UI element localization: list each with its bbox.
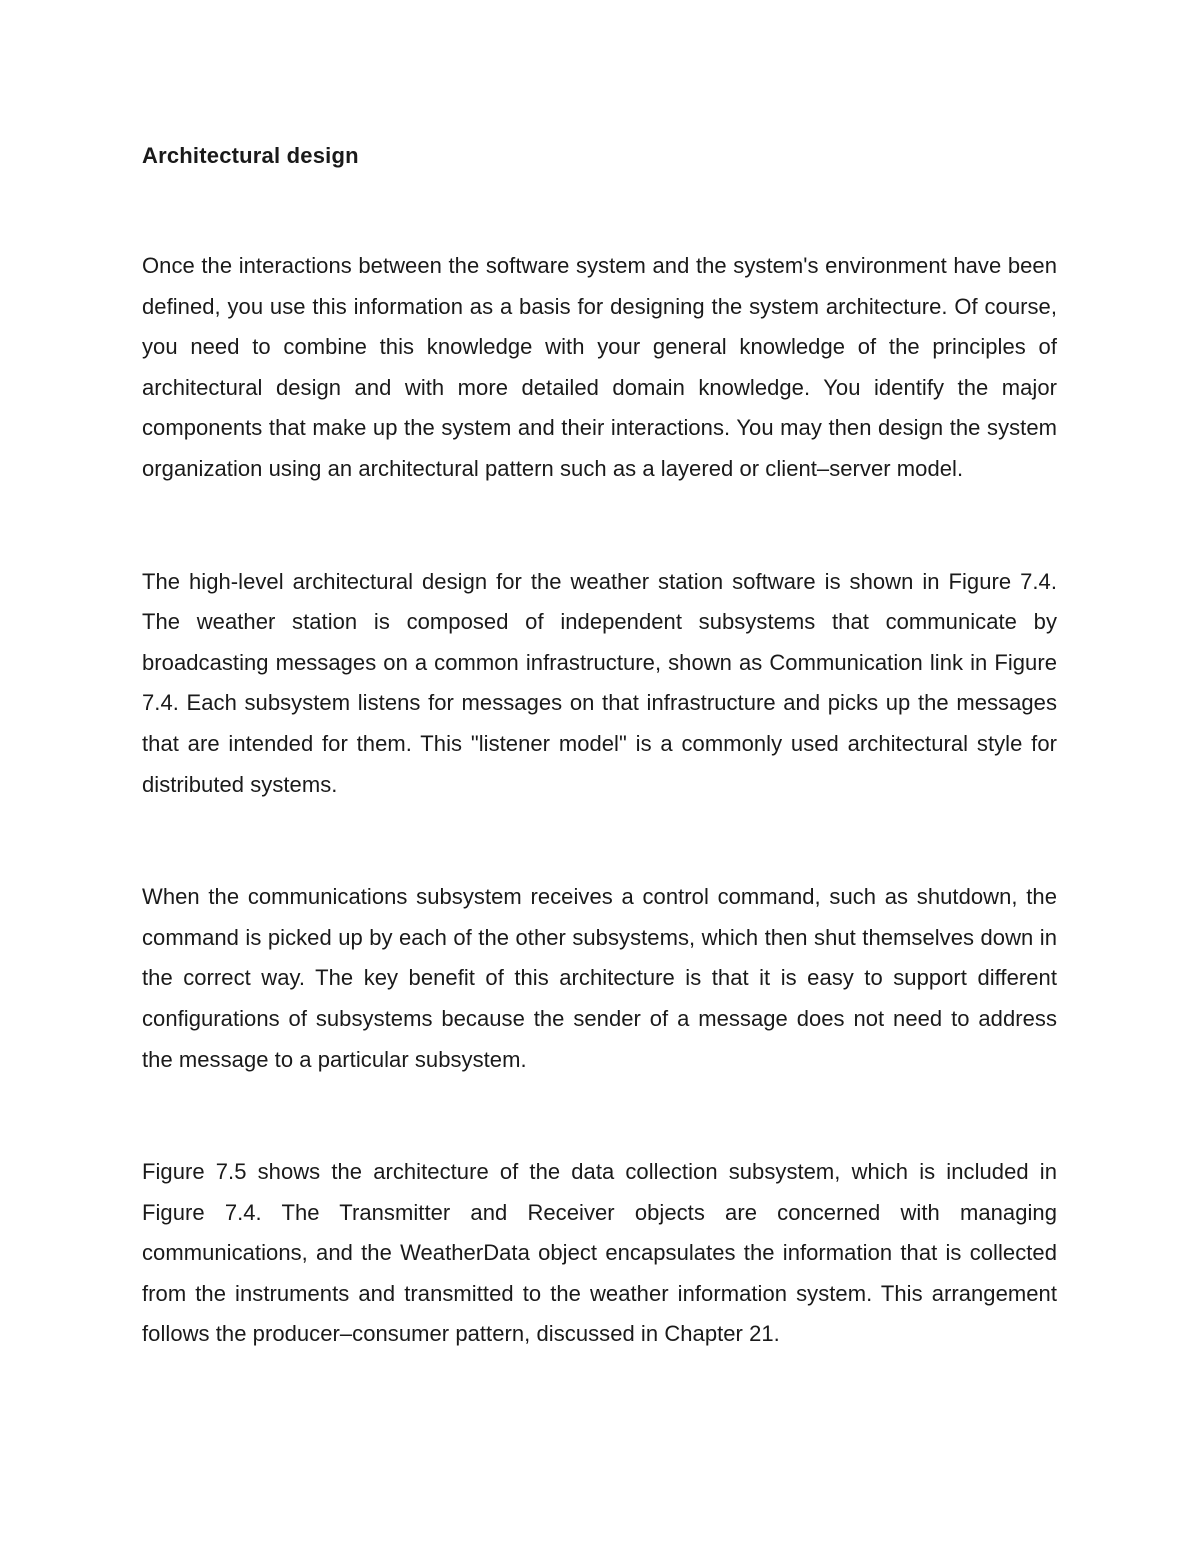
paragraph-high-level-design: The high-level architectural design for the weather station software is shown in Figure 7.4. The weather station is composed of independent subsystems that communicate by broadcasting messages on a common infrastructure, shown as Communication link in Figure 7.4. Each subsystem listens for messages on that infrastructure and picks up the messages that are intended for them. This "listener model" is a commonly used architectural style for distributed systems.: [142, 568, 1057, 797]
paragraph-control-command: When the communications subsystem receives a control command, such as shutdown, the command is picked up by each of the other subsystems, which then shut themselves down in the correct way. The key benefit of this architecture is that it is easy to support different configurations of subsystems because the sender of a message does not need to address the message to a particular subsystem.: [142, 884, 1057, 1072]
paragraph-data-collection: Figure 7.5 shows the architecture of the data collection subsystem, which is included in Figure 7.4. The Transmitter and Receiver objects are concerned with managing communications, and the WeatherData object encapsulates the information that is collected from the instruments and transmitted to the weather information system. This arrangement follows the producer–consumer pattern, discussed in Chapter 21.: [142, 1159, 1057, 1347]
document-heading: Architectural design: [142, 143, 359, 168]
document-body: [142, 138, 1057, 1355]
paragraph-interactions: Once the interactions between the software system and the system's environment have been defined, you use this information as a basis for designing the system architecture. Of course, you need to combine this knowledge with your general knowledge of the principles of architectural design and with more detailed domain knowledge. You identify the major components that make up the system and their interactions. You may then design the system organization using an architectural pattern such as a layered or client–server model.: [142, 253, 1057, 481]
